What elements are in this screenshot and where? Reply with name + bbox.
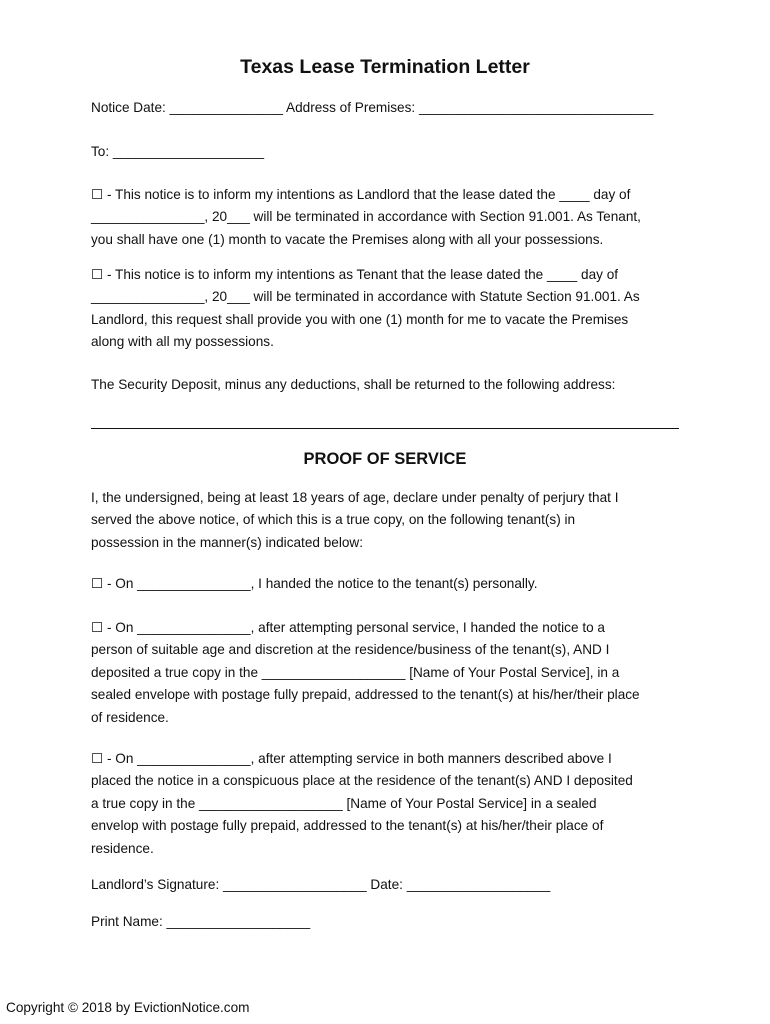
substitute-service-option <box>91 617 683 729</box>
notice-date-line: Notice Date: _______________ Address of Premises: _______________________________ <box>91 100 654 115</box>
declaration-line: possession in the manner(s) indicated below: <box>91 534 364 550</box>
declaration-line: served the above notice, of which this is a true copy, on the following tenant(s) in <box>91 512 576 528</box>
substitute-service-line: ☐ - On _______________, after attempting personal service, I handed the notice to a <box>91 620 605 635</box>
proof-of-service-heading: PROOF OF SERVICE <box>303 450 467 468</box>
tenant-notice-line: along with all my possessions. <box>91 334 274 350</box>
tenant-notice-line: _______________, 20___ will be terminated in accordance with Statute Section 91.001. As <box>91 289 640 305</box>
substitute-service-line: of residence. <box>91 709 169 725</box>
landlord-notice-line: you shall have one (1) month to vacate the Premises along with all your possessions. <box>91 231 604 247</box>
substitute-service-line: deposited a true copy in the ___________________ [Name of Your Postal Service], in a <box>91 664 620 680</box>
personal-service-option: ☐ - On _______________, I handed the notice to the tenant(s) personally. <box>91 576 538 591</box>
landlord-notice-line: _______________, 20___ will be terminated in accordance with Section 91.001. As Tenant, <box>91 209 641 225</box>
landlord-notice-line: ☐ - This notice is to inform my intentions as Landlord that the lease dated the ____ day of <box>91 187 631 202</box>
posting-service-line: a true copy in the ___________________ [Name of Your Postal Service] in a sealed <box>91 795 597 811</box>
landlord-signature-line: Landlord’s Signature: ___________________ Date: ___________________ <box>91 877 551 892</box>
copyright-footer: Copyright © 2018 by EvictionNotice.com <box>6 1000 250 1015</box>
tenant-notice-line: Landlord, this request shall provide you with one (1) month for me to vacate the Premises <box>91 311 629 327</box>
to-line: To: ____________________ <box>91 144 265 159</box>
posting-service-line: residence. <box>91 840 154 856</box>
print-name-line: Print Name: ___________________ <box>91 914 311 929</box>
posting-service-line: ☐ - On _______________, after attempting service in both manners described above I <box>91 751 612 766</box>
posting-service-line: envelop with postage fully prepaid, addressed to the tenant(s) at his/her/their place of <box>91 818 604 834</box>
posting-service-line: placed the notice in a conspicuous place at the residence of the tenant(s) AND I deposited <box>91 773 633 789</box>
security-deposit-text: The Security Deposit, minus any deductions, shall be returned to the following address: <box>91 377 616 392</box>
declaration-line: I, the undersigned, being at least 18 years of age, declare under penalty of perjury that I <box>91 490 619 505</box>
posting-service-option <box>91 748 683 860</box>
tenant-notice-line: ☐ - This notice is to inform my intentions as Tenant that the lease dated the ____ day of <box>91 267 619 282</box>
landlord-notice-paragraph <box>91 184 683 251</box>
tenant-notice-paragraph <box>91 264 683 354</box>
substitute-service-line: person of suitable age and discretion at the residence/business of the tenant(s), AND I <box>91 642 610 658</box>
return-address-blank-line <box>91 428 679 429</box>
substitute-service-line: sealed envelope with postage fully prepaid, addressed to the tenant(s) at his/her/their place <box>91 687 640 703</box>
declaration-paragraph <box>91 487 683 554</box>
document-title: Texas Lease Termination Letter <box>240 56 530 78</box>
